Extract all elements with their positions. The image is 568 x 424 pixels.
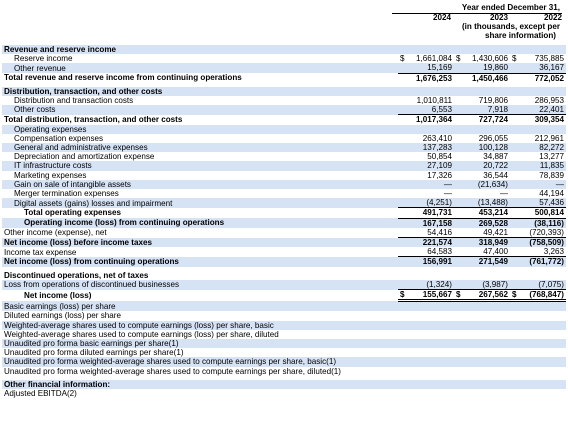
value-cell [406, 367, 454, 376]
value-cell: 15,169 [406, 63, 454, 73]
currency-cell [398, 63, 406, 73]
currency-cell [398, 125, 406, 134]
currency-cell [510, 228, 518, 238]
currency-cell [454, 228, 462, 238]
value-cell: 318,949 [462, 238, 510, 248]
statement-row [2, 367, 566, 376]
row-label: Marketing expenses [14, 170, 87, 180]
currency-cell [398, 134, 406, 143]
currency-cell [510, 152, 518, 161]
value-cell [406, 357, 454, 366]
value-cell [518, 271, 566, 280]
currency-cell [398, 280, 406, 290]
row-label: Total revenue and reserve income from continuing operations [4, 73, 242, 83]
statement-row [2, 218, 566, 228]
row-label: Unaudited pro forma diluted earnings per share(1) [4, 348, 184, 358]
currency-cell [398, 348, 406, 357]
currency-cell [510, 367, 518, 376]
currency-cell: $ [400, 290, 405, 300]
value-cell [406, 339, 454, 348]
currency-cell [510, 380, 518, 389]
value-cell: (7,075) [518, 280, 566, 290]
currency-cell [454, 311, 462, 320]
row-label: Distribution, transaction, and other costs [2, 87, 398, 96]
row-label: Unaudited pro forma weighted-average shares used to compute earnings per share, diluted(1) [4, 366, 341, 376]
statement-row [2, 63, 566, 73]
value-cell: 267,562 [462, 290, 510, 301]
value-cell: 1,676,253 [406, 73, 454, 83]
statement-row [2, 271, 566, 280]
currency-cell [510, 171, 518, 180]
statement-row [2, 143, 566, 152]
row-label: Merger termination expenses [14, 189, 119, 199]
value-cell: 137,283 [406, 143, 454, 152]
row-label: Other costs [2, 105, 398, 115]
currency-cell [510, 96, 518, 105]
currency-cell [398, 238, 406, 248]
value-cell: (768,847) [518, 290, 566, 301]
row-label: Net income (loss) before income taxes [2, 238, 398, 248]
currency-cell [510, 257, 518, 267]
currency-cell: $ [512, 290, 517, 300]
value-cell: 1,017,364 [406, 115, 454, 125]
currency-cell [454, 218, 462, 228]
value-cell: 36,167 [518, 63, 566, 73]
currency-cell [398, 271, 406, 280]
currency-cell [398, 105, 406, 115]
statement-row [2, 125, 566, 134]
currency-cell: $ [400, 54, 405, 64]
currency-cell [454, 161, 462, 170]
statement-row [2, 280, 566, 290]
currency-cell [510, 161, 518, 170]
currency-cell [510, 63, 518, 73]
value-cell: (21,634) [462, 180, 510, 189]
statement-row [2, 290, 566, 301]
period-heading: Year ended December 31, [461, 3, 560, 12]
value-cell: 296,055 [478, 133, 508, 143]
row-label: Adjusted EBITDA(2) [4, 389, 77, 399]
value-cell: 453,214 [462, 208, 510, 218]
currency-cell [398, 152, 406, 161]
currency-cell [398, 45, 406, 54]
value-cell [518, 87, 566, 96]
value-cell: 6,553 [406, 105, 454, 115]
value-cell: (13,488) [462, 198, 510, 208]
currency-cell [454, 134, 462, 143]
row-label: Unaudited pro forma basic earnings per share(1) [2, 339, 398, 348]
currency-cell [398, 330, 406, 339]
value-cell: 221,574 [406, 238, 454, 248]
currency-cell [454, 198, 462, 208]
row-label: Reserve income [14, 54, 73, 64]
row-label: Net income (loss) [24, 290, 92, 300]
value-cell [518, 389, 566, 398]
value-cell [462, 330, 510, 339]
statement-row [2, 189, 566, 198]
value-cell: 269,528 [462, 218, 510, 228]
value-cell [518, 311, 566, 320]
currency-cell [398, 247, 406, 257]
currency-cell: $ [512, 54, 517, 64]
value-cell: 286,953 [534, 96, 564, 106]
value-cell [462, 311, 510, 320]
value-cell: 49,421 [483, 227, 508, 237]
value-cell [462, 389, 510, 398]
currency-cell [510, 280, 518, 290]
value-cell [518, 357, 566, 366]
value-cell: 13,277 [539, 152, 564, 162]
value-cell: 22,401 [518, 105, 566, 115]
value-cell: (1,324) [406, 280, 454, 290]
currency-cell [398, 228, 406, 238]
statement-row [2, 96, 566, 105]
currency-cell [454, 73, 462, 83]
row-label: Weighted-average shares used to compute earnings (loss) per share, basic [2, 321, 398, 330]
statement-row [2, 115, 566, 125]
value-cell [406, 271, 454, 280]
currency-cell [398, 115, 406, 125]
row-label: Other financial information: [2, 380, 398, 389]
currency-cell: $ [456, 54, 461, 64]
value-cell: (761,772) [518, 257, 566, 267]
value-cell [462, 367, 510, 376]
value-cell: 54,416 [427, 227, 452, 237]
value-cell: 1,450,466 [462, 73, 510, 83]
statement-row [2, 105, 566, 115]
value-cell: 491,731 [406, 208, 454, 218]
value-cell: 309,354 [518, 115, 566, 125]
currency-cell [454, 339, 462, 348]
row-label: IT infrastructure costs [2, 161, 398, 170]
value-cell [406, 389, 454, 398]
currency-cell [398, 321, 406, 330]
currency-cell [454, 171, 462, 180]
row-label: Total operating expenses [24, 208, 121, 218]
value-cell: 34,887 [483, 152, 508, 162]
currency-cell [398, 339, 406, 348]
value-cell [406, 311, 454, 320]
currency-cell [454, 87, 462, 96]
currency-cell [510, 357, 518, 366]
currency-cell [510, 330, 518, 339]
value-cell [518, 330, 566, 339]
statement-row [2, 54, 566, 63]
value-cell: 17,326 [427, 170, 452, 180]
currency-cell [454, 238, 462, 248]
value-cell [406, 330, 454, 339]
currency-cell [454, 271, 462, 280]
value-cell: 11,835 [518, 161, 566, 170]
row-label: Revenue and reserve income [2, 45, 398, 54]
value-cell [518, 125, 566, 134]
value-cell: 19,860 [462, 63, 510, 73]
currency-cell [398, 180, 406, 189]
value-cell: 167,158 [406, 218, 454, 228]
currency-cell [510, 125, 518, 134]
currency-cell [510, 389, 518, 398]
statement-row [2, 357, 566, 366]
statement-rows [2, 45, 566, 398]
statement-row [2, 228, 566, 238]
currency-cell [454, 301, 462, 312]
statement-table [2, 45, 566, 398]
statement-row [2, 257, 566, 267]
statement-row [2, 152, 566, 161]
statement-row [2, 380, 566, 389]
currency-cell [454, 280, 462, 290]
value-cell [462, 87, 510, 96]
currency-cell [510, 115, 518, 125]
value-cell: 719,806 [478, 96, 508, 106]
currency-cell [510, 134, 518, 143]
row-label: Diluted earnings (loss) per share [4, 311, 121, 321]
currency-cell [398, 257, 406, 267]
value-cell: 57,436 [518, 198, 566, 208]
row-label: Digital assets (gains) losses and impairment [2, 198, 398, 208]
currency-cell [454, 63, 462, 73]
value-cell: 263,410 [422, 133, 452, 143]
value-cell: 20,722 [462, 161, 510, 170]
units-line-2: share information) [484, 31, 556, 40]
currency-cell [398, 143, 406, 152]
value-cell [462, 301, 510, 312]
value-cell: 44,194 [539, 189, 564, 199]
currency-cell [398, 311, 406, 320]
value-cell: 100,128 [462, 143, 510, 152]
value-cell [406, 125, 454, 134]
header-period-row [0, 3, 568, 13]
currency-cell [398, 161, 406, 170]
currency-cell [398, 218, 406, 228]
row-label: Total distribution, transaction, and other costs [4, 115, 183, 125]
value-cell: 727,724 [462, 115, 510, 125]
statement-row [2, 339, 566, 348]
statement-row [2, 87, 566, 96]
currency-cell [454, 96, 462, 105]
currency-cell [510, 208, 518, 218]
currency-cell [454, 189, 462, 198]
value-cell [462, 321, 510, 330]
currency-cell [398, 357, 406, 366]
statement-row [2, 321, 566, 330]
currency-cell [510, 143, 518, 152]
row-label: Weighted-average shares used to compute earnings (loss) per share, diluted [4, 329, 279, 339]
statement-row [2, 311, 566, 320]
currency-cell [510, 180, 518, 189]
statement-row [2, 161, 566, 170]
statement-row [2, 171, 566, 180]
row-label: Distribution and transaction costs [14, 96, 134, 106]
currency-cell [510, 321, 518, 330]
value-cell [518, 321, 566, 330]
currency-cell [454, 321, 462, 330]
currency-cell [510, 247, 518, 257]
currency-cell [510, 348, 518, 357]
currency-cell [510, 311, 518, 320]
currency-cell [398, 87, 406, 96]
row-label: Net income (loss) from continuing operations [2, 257, 398, 267]
value-cell [518, 45, 566, 54]
value-cell: 7,918 [462, 105, 510, 115]
value-cell: 735,885 [534, 54, 564, 64]
currency-cell [454, 180, 462, 189]
value-cell: (38,116) [518, 218, 566, 228]
value-cell [406, 87, 454, 96]
statement-row [2, 208, 566, 218]
currency-cell [510, 238, 518, 248]
currency-cell [454, 152, 462, 161]
statement-row [2, 301, 566, 312]
currency-cell [510, 189, 518, 198]
currency-cell [454, 143, 462, 152]
value-cell [462, 357, 510, 366]
year-2023: 2023 [489, 13, 508, 22]
value-cell [406, 301, 454, 312]
currency-cell [454, 357, 462, 366]
currency-cell [510, 87, 518, 96]
currency-cell [454, 389, 462, 398]
statement-row [2, 238, 566, 248]
value-cell [518, 380, 566, 389]
row-label: Discontinued operations, net of taxes [4, 270, 149, 280]
value-cell [406, 348, 454, 357]
value-cell: (3,987) [462, 280, 510, 290]
value-cell [518, 348, 566, 357]
currency-cell [510, 218, 518, 228]
value-cell: 82,272 [518, 143, 566, 152]
value-cell: 1,010,811 [416, 96, 452, 106]
value-cell [518, 367, 566, 376]
value-cell [406, 321, 454, 330]
value-cell: (4,251) [406, 198, 454, 208]
row-label: Compensation expenses [14, 133, 104, 143]
value-cell [518, 301, 566, 312]
year-2024: 2024 [432, 13, 451, 22]
value-cell [406, 45, 454, 54]
units-line-1: (in thousands, except per [461, 22, 560, 31]
row-label: Unaudited pro forma weighted-average shares used to compute earnings per share, basic(1) [2, 357, 398, 366]
currency-cell [398, 301, 406, 312]
currency-cell [454, 208, 462, 218]
statement-row [2, 198, 566, 208]
value-cell [462, 380, 510, 389]
statement-row [2, 73, 566, 83]
currency-cell [398, 171, 406, 180]
statement-row [2, 389, 566, 398]
value-cell: 50,854 [427, 152, 452, 162]
value-cell [462, 45, 510, 54]
currency-cell [510, 45, 518, 54]
statement-row [2, 134, 566, 143]
year-2022: 2022 [543, 13, 562, 22]
statement-row [2, 247, 566, 257]
value-cell: 500,814 [518, 208, 566, 218]
currency-cell [454, 125, 462, 134]
value-cell [462, 348, 510, 357]
currency-cell [398, 198, 406, 208]
row-label: Other income (expense), net [4, 228, 107, 238]
value-cell: 212,961 [534, 133, 564, 143]
currency-cell [398, 73, 406, 83]
currency-cell [398, 380, 406, 389]
row-label: Gain on sale of intangible assets [2, 180, 398, 189]
currency-cell [398, 189, 406, 198]
currency-cell [398, 389, 406, 398]
row-label: Income tax expense [4, 247, 77, 257]
currency-cell [454, 105, 462, 115]
value-cell: (720,393) [529, 227, 564, 237]
value-cell: — [499, 189, 508, 199]
statement-row [2, 180, 566, 189]
currency-cell [398, 96, 406, 105]
value-cell: 155,667 [406, 290, 454, 301]
currency-cell [398, 208, 406, 218]
row-label: General and administrative expenses [2, 143, 398, 152]
value-cell [462, 271, 510, 280]
currency-cell [454, 380, 462, 389]
row-label: Other revenue [2, 63, 398, 73]
row-label: Operating expenses [2, 125, 398, 134]
value-cell: 47,400 [483, 247, 508, 257]
currency-cell [510, 73, 518, 83]
currency-cell [454, 348, 462, 357]
row-label: Basic earnings (loss) per share [2, 301, 398, 312]
value-cell: 1,661,084 [415, 54, 452, 64]
currency-cell [510, 301, 518, 312]
currency-cell [454, 115, 462, 125]
value-cell: — [443, 189, 452, 199]
currency-cell: $ [456, 290, 461, 300]
value-cell: — [518, 180, 566, 189]
value-cell: 156,991 [406, 257, 454, 267]
value-cell [406, 380, 454, 389]
value-cell [462, 339, 510, 348]
statement-row [2, 45, 566, 54]
row-label: Operating income (loss) from continuing operations [2, 218, 398, 228]
currency-cell [454, 257, 462, 267]
row-label: Loss from operations of discontinued businesses [2, 280, 398, 290]
value-cell: 64,583 [427, 247, 452, 257]
currency-cell [510, 198, 518, 208]
currency-cell [454, 367, 462, 376]
currency-cell [510, 105, 518, 115]
currency-cell [454, 247, 462, 257]
value-cell: — [406, 180, 454, 189]
value-cell: 3,263 [543, 247, 564, 257]
units-line-2-row [0, 31, 568, 41]
value-cell: 1,430,606 [471, 54, 508, 64]
row-label: Depreciation and amortization expense [14, 152, 155, 162]
statement-row [2, 330, 566, 339]
value-cell: 772,052 [518, 73, 566, 83]
value-cell [462, 125, 510, 134]
currency-cell [510, 339, 518, 348]
currency-cell [454, 45, 462, 54]
statement-row [2, 348, 566, 357]
currency-cell [398, 367, 406, 376]
currency-cell [454, 330, 462, 339]
value-cell: (758,509) [518, 238, 566, 248]
value-cell: 78,839 [539, 170, 564, 180]
value-cell: 27,109 [406, 161, 454, 170]
currency-cell [510, 271, 518, 280]
value-cell: 271,549 [462, 257, 510, 267]
value-cell: 36,544 [483, 170, 508, 180]
value-cell [518, 339, 566, 348]
